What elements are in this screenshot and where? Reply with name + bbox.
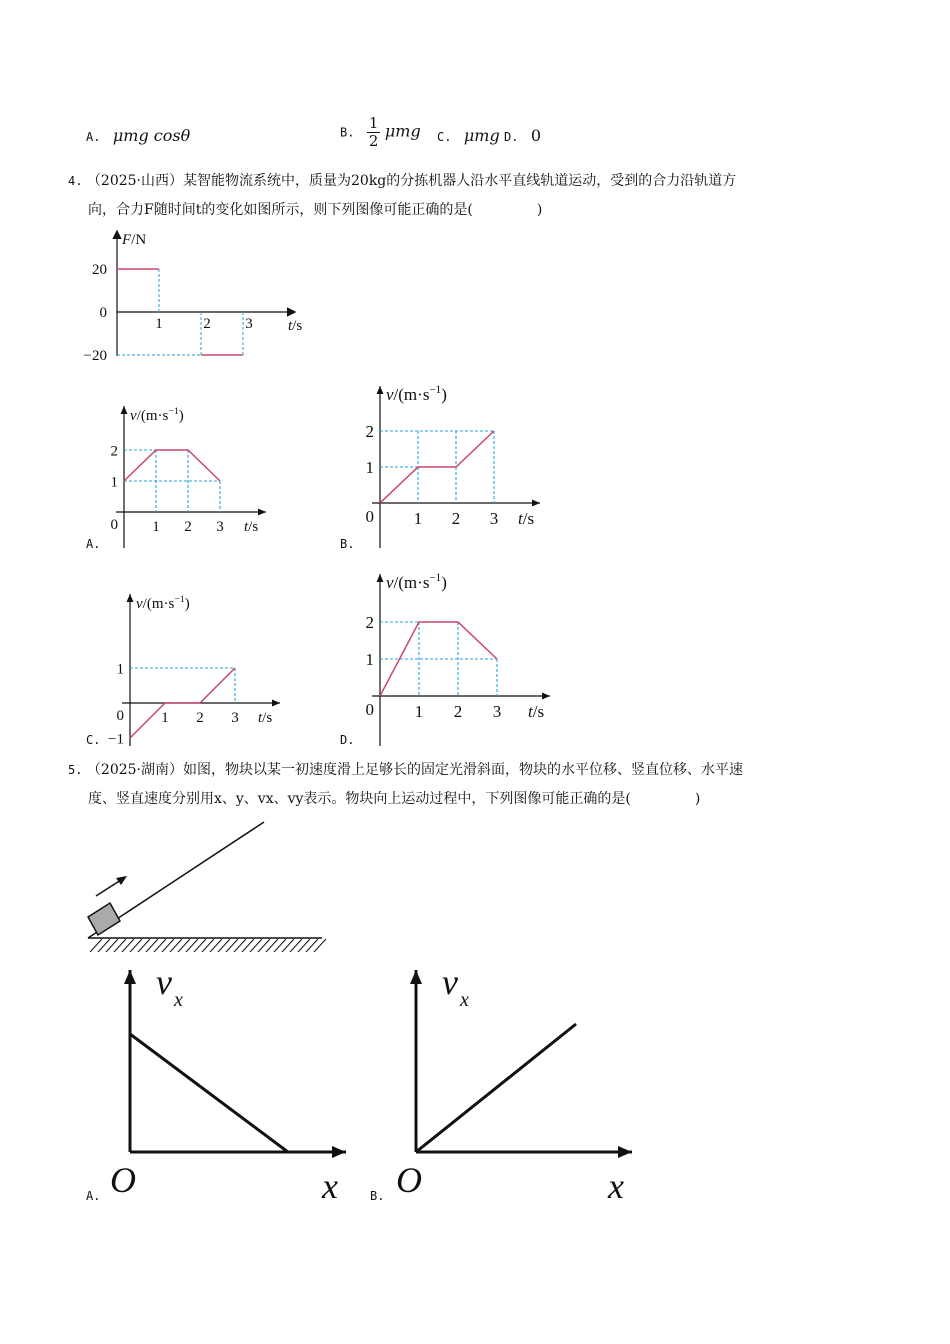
force-time-graph xyxy=(78,226,318,366)
t-axis-head xyxy=(542,693,550,700)
x-axis-label: x xyxy=(322,1166,338,1206)
y-tick-label: 2 xyxy=(365,421,374,441)
y-tick-label: 1 xyxy=(116,661,124,678)
y-tick-label: 2 xyxy=(110,443,118,460)
x-tick-label: 3 xyxy=(231,710,239,726)
vx-axis-head xyxy=(410,970,422,984)
q3-option-a: A. μmg cosθ xyxy=(86,126,191,145)
q5-stem-line2: 度、竖直速度分别用x、y、vx、vy表示。物块向上运动过程中，下列图像可能正确的是( ) xyxy=(88,791,701,807)
t-axis-label: t/s xyxy=(528,702,545,721)
x-tick-label: 2 xyxy=(451,509,461,528)
y-tick-label: 1 xyxy=(365,457,374,477)
t-axis-label: t/s xyxy=(258,710,273,726)
origin-label: 0 xyxy=(365,700,374,719)
vx-axis-label: v xyxy=(442,962,458,1002)
x-tick-label: 2 xyxy=(196,710,204,726)
arrow-head xyxy=(116,876,127,885)
q4-option-d-label: D. xyxy=(340,733,355,747)
vx-subscript: x xyxy=(174,989,183,1011)
vt-graph-c xyxy=(84,588,284,748)
q4-option-a-label: A. xyxy=(86,537,101,551)
v-axis-label: $v/(m\cdot s^{-1})$ xyxy=(386,572,447,592)
q5-option-b-label: B. xyxy=(370,1189,385,1203)
v-axis-label: $v/(m\cdot s^{-1})$ xyxy=(136,594,190,612)
vt-graph-a xyxy=(84,400,274,550)
fraction-half: $\frac{1}{2}$ xyxy=(368,114,379,150)
v-axis-head xyxy=(377,386,384,394)
ground-hatching xyxy=(90,939,326,952)
vx-axis-label: v xyxy=(156,962,172,1002)
t-axis-head xyxy=(532,500,540,507)
y-tick-label: −20 xyxy=(83,348,107,364)
x-tick-label: 3 xyxy=(492,702,502,721)
velocity-curve xyxy=(124,450,220,481)
x-axis-head xyxy=(332,1146,346,1158)
x-tick-label: 1 xyxy=(414,702,424,721)
q3-option-b: B. $\frac{1}{2}$ μmg xyxy=(340,114,421,150)
incline-figure xyxy=(84,818,328,960)
q4-stem-line1: 4. （2025·山西）某智能物流系统中，质量为20kg的分拣机器人沿水平直线轨道运动，受到的合力沿轨道方 xyxy=(68,173,737,189)
x-tick-label: 1 xyxy=(155,316,163,332)
v-axis-head xyxy=(127,594,134,602)
vx-subscript: x xyxy=(460,989,469,1011)
y-tick-label: 0 xyxy=(99,305,107,321)
v-axis-head xyxy=(377,574,384,582)
x-axis-label: x xyxy=(608,1166,624,1206)
v-axis-label: $v/(m\cdot s^{-1})$ xyxy=(130,406,184,424)
t-axis-label: t/s xyxy=(518,509,535,528)
t-axis-head xyxy=(258,509,266,516)
y-tick-label: 2 xyxy=(365,612,374,632)
vx-x-graph-a xyxy=(100,960,360,1210)
block xyxy=(88,903,120,935)
y-tick-label: 1 xyxy=(365,649,374,669)
x-tick-label: 1 xyxy=(152,519,160,535)
x-axis-head xyxy=(618,1146,632,1158)
vt-graph-d xyxy=(340,566,556,748)
q4-stem-line2: 向，合力F随时间t的变化如图所示，则下列图像可能正确的是( ) xyxy=(88,202,543,218)
y-tick-label: 1 xyxy=(110,474,118,491)
vt-graph-b xyxy=(340,378,550,550)
t-axis-label: t/s xyxy=(288,318,303,334)
origin-label: O xyxy=(110,1160,136,1200)
v-axis-head xyxy=(121,406,128,414)
x-tick-label: 1 xyxy=(161,710,169,726)
t-axis-head xyxy=(272,700,280,707)
origin-label: 0 xyxy=(365,507,374,526)
v-axis-label: $v/(m\cdot s^{-1})$ xyxy=(386,384,447,404)
x-tick-label: 3 xyxy=(489,509,499,528)
x-tick-label: 2 xyxy=(184,519,192,535)
vx-line xyxy=(416,1024,576,1152)
q3-option-d: D. 0 xyxy=(504,126,542,145)
q3-option-c: C. μmg xyxy=(437,126,500,145)
origin-label: 0 xyxy=(116,708,124,724)
q5-stem-line1: 5. （2025·湖南）如图，物块以某一初速度滑上足够长的固定光滑斜面，物块的水平位移、竖直位移、水平速 xyxy=(68,762,743,778)
x-tick-label: 3 xyxy=(245,316,253,332)
q5-option-a-label: A. xyxy=(86,1189,101,1203)
y-tick-label: −1 xyxy=(108,731,124,748)
x-tick-label: 3 xyxy=(216,519,224,535)
y-tick-label: 20 xyxy=(92,262,107,278)
vx-line xyxy=(130,1034,288,1152)
x-tick-label: 2 xyxy=(203,316,211,332)
vx-axis-head xyxy=(124,970,136,984)
origin-label: O xyxy=(396,1160,422,1200)
q4-option-c-label: C. xyxy=(86,733,101,747)
x-tick-label: 1 xyxy=(413,509,423,528)
x-tick-label: 2 xyxy=(453,702,463,721)
q4-option-b-label: B. xyxy=(340,537,355,551)
vx-x-graph-b xyxy=(386,960,646,1210)
f-axis-label: F/N xyxy=(122,232,147,248)
t-axis-label: t/s xyxy=(244,519,259,535)
origin-label: 0 xyxy=(110,517,118,533)
